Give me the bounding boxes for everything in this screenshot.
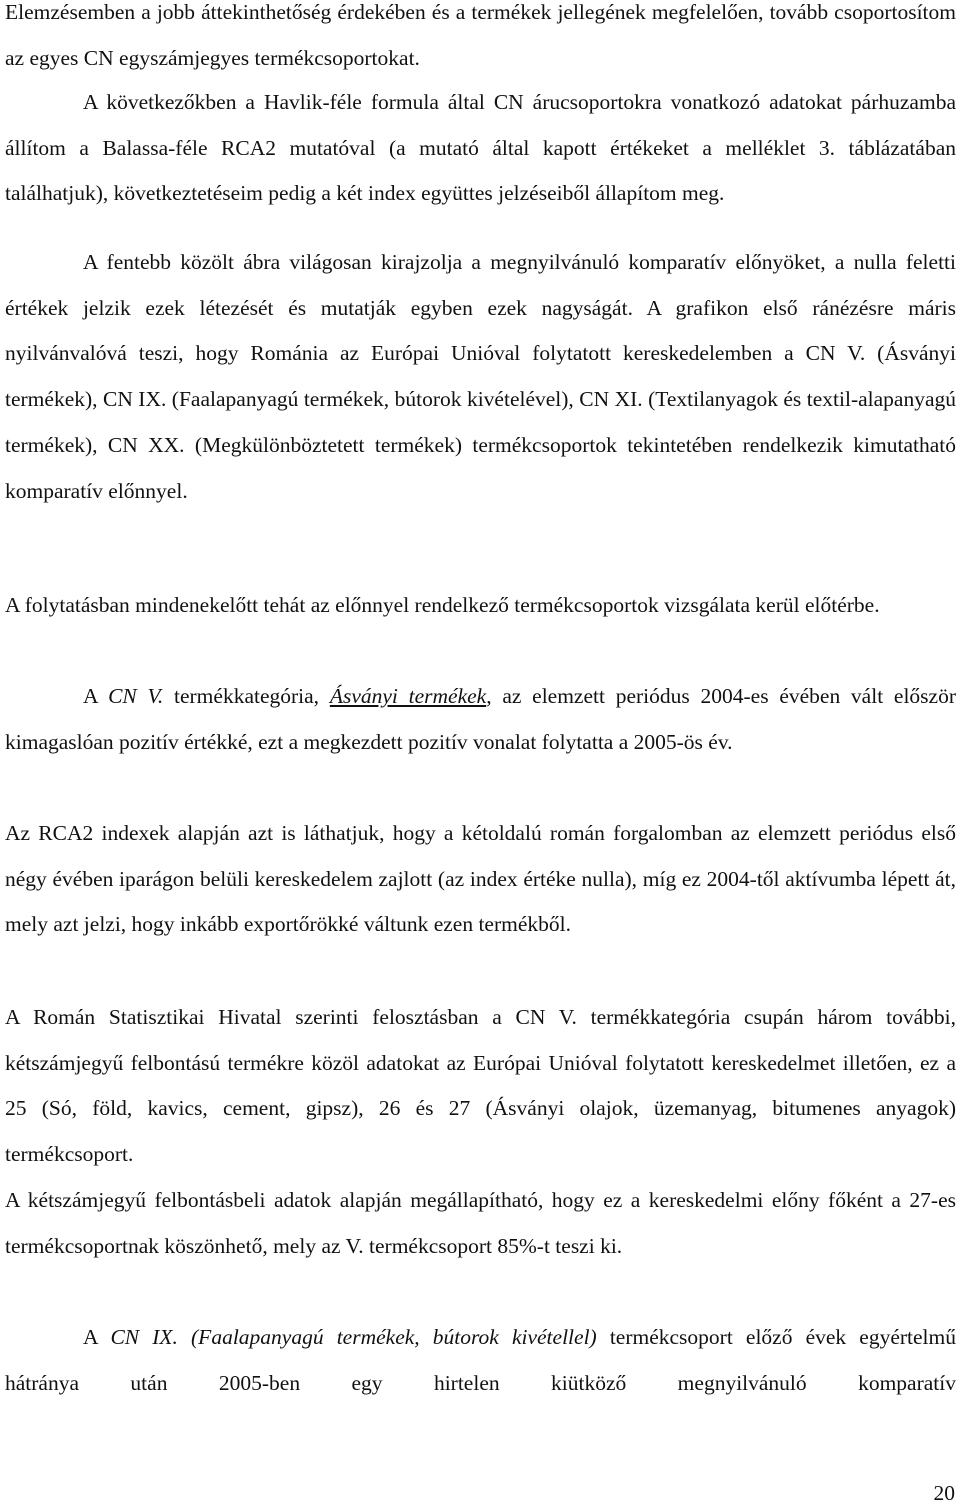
paragraph-3 — [5, 240, 956, 514]
paragraph-1: Elemzésemben a jobb áttekinthetőség érdekében és a termékek jellegének megfelelően, tovább csoportosítom az egyes CN egyszámjegyes termékcsoportokat. — [5, 0, 956, 70]
paragraph-9 — [5, 1315, 956, 1406]
paragraph-3-text: A fentebb közölt ábra világosan kirajzolja a megnyilvánuló komparatív előnyöket, a nulla feletti értékek jelzik ezek létezését és mutatják egyben ezek nagyságát. A grafikon első ránézésre máris nyilvánvalóvá teszi, hogy Románia az Európai Unióval folytatott kereskedelemben a CN V. (Ásványi termékek), CN IX. (Faalapanyagú termékek, bútorok kivételével), CN XI. (Textilanyagok és textil-alapanyagú termékek), CN XX. (Megkülönböztetett termékek) termékcsoportok tekintetében rendelkezik kimutatható komparatív előnnyel. — [5, 250, 956, 503]
paragraph-5-lead: A — [83, 684, 109, 708]
paragraph-8: A kétszámjegyű felbontásbeli adatok alapján megállapítható, hogy ez a kereskedelmi előny főként a 27-es termékcsoportnak köszönhető, mely az V. termékcsoport 85%-t teszi ki. — [5, 1188, 956, 1258]
paragraph-9-lead: A — [83, 1325, 111, 1349]
paragraph-2 — [5, 80, 956, 217]
paragraph-6: Az RCA2 indexek alapján azt is láthatjuk, hogy a kétoldalú román forgalomban az elemzett periódus első négy évében iparágon belüli kereskedelem zajlott (az index értéke nulla), míg ez 2004-től aktívumba lépett át, mely azt jelzi, hogy inkább exportőrökké váltunk ezen termékből. — [5, 821, 956, 937]
paragraph-9-rest: termékcsoport előző évek egyértelmű hátránya után 2005-ben egy hirtelen kiütköző megnyilvánuló komparatív — [5, 1325, 956, 1395]
paragraph-2-text: A következőkben a Havlik-féle formula által CN árucsoportokra vonatkozó adatokat párhuzamba állítom a Balassa-féle RCA2 mutatóval (a mutató által kapott értékeket a melléklet 3. táblázatában találhatjuk), következtetéseim pedig a két index együttes jelzéseiből állapítom meg. — [5, 90, 956, 206]
paragraph-5-rest: , az elemzett periódus 2004-es évében vált először kimagaslóan pozitív értékké, ezt a megkezdett pozitív vonalat folytatta a 2005-ös év. — [5, 684, 957, 754]
page-number: 20 — [933, 1481, 955, 1505]
paragraph-5-title: Ásványi termékek — [329, 684, 487, 708]
paragraph-7: A Román Statisztikai Hivatal szerinti felosztásban a CN V. termékkategória csupán három további, kétszámjegyű felbontású termékre közöl adatokat az Európai Unióval folytatott kereskedelmet illetően, ez a 25 (Só, föld, kavics, cement, gipsz), 26 és 27 (Ásványi olajok, üzemanyag, bitumenes anyagok) termékcsoport. — [5, 1005, 956, 1167]
paragraph-5 — [5, 674, 956, 765]
paragraph-4: A folytatásban mindenekelőtt tehát az előnnyel rendelkező termékcsoportok vizsgálata kerül előtérbe. — [5, 593, 880, 617]
paragraph-9-italic: CN IX. (Faalapanyagú termékek, bútorok kivétellel) — [110, 1325, 597, 1349]
paragraph-5-mid: termékkategória, — [163, 684, 330, 708]
paragraph-5-cn: CN V. — [108, 684, 164, 708]
